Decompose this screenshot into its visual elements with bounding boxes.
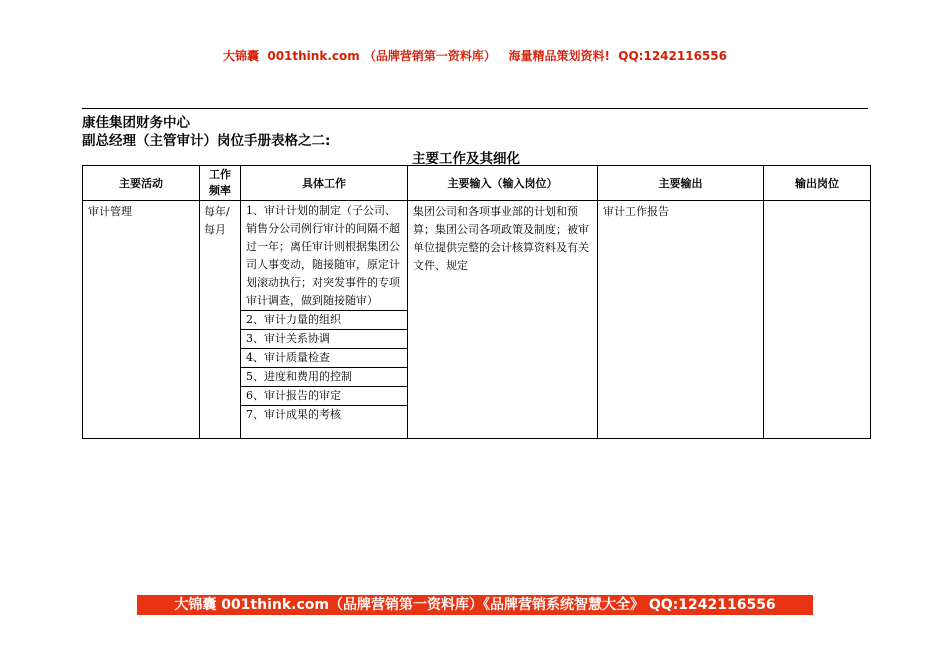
table-header-row: [83, 166, 871, 201]
activity-text: 审计管理: [88, 205, 132, 218]
output-post-text: [764, 201, 870, 205]
header-tasks: 具体工作: [241, 166, 408, 201]
task-list: [241, 201, 407, 438]
task-item: 3、审计关系协调: [241, 330, 407, 349]
footer-banner: 大锦囊 001think.com（品牌营销第一资料库）《品牌营销系统智慧大全》 QQ:1242116556: [137, 595, 813, 615]
task-item: 4、审计质量检查: [241, 349, 407, 368]
table-row: [83, 201, 871, 439]
frequency-cell: [200, 201, 241, 439]
frequency-text: 每年/每月: [204, 205, 230, 236]
task-item: 5、进度和费用的控制: [241, 368, 407, 387]
task-item: 1、审计计划的制定（子公司、销售分公司例行审计的间隔不超过一年；离任审计则根据集团公司人事变动，随接随审，原定计划滚动执行；对突发事件的专项审计调查，做到随接随审）: [241, 201, 407, 311]
activity-cell: [83, 201, 200, 439]
header-activity: 主要活动: [83, 166, 200, 201]
duty-table: [82, 165, 871, 439]
header-inputs: 主要输入（输入岗位）: [408, 166, 598, 201]
section-title: 主要工作及其细化: [412, 151, 520, 167]
outputs-text: 审计工作报告: [603, 205, 669, 218]
task-item: 7、审计成果的考核: [246, 408, 341, 421]
top-banner: 大锦囊 001think.com （品牌营销第一资料库） 海量精品策划资料! QQ:1242116556: [223, 49, 727, 63]
task-item: 6、审计报告的审定: [241, 387, 407, 406]
company-name: 康佳集团财务中心: [82, 115, 190, 131]
header-frequency: 工作频率: [200, 166, 241, 201]
document-title: 副总经理（主管审计）岗位手册表格之二:: [82, 133, 331, 149]
inputs-cell: [408, 201, 598, 439]
header-outputs: 主要输出: [598, 166, 764, 201]
tasks-cell: [241, 201, 408, 439]
output-post-cell: [764, 201, 871, 439]
outputs-cell: [598, 201, 764, 439]
inputs-text: 集团公司和各项事业部的计划和预算；集团公司各项政策及制度；被审单位提供完整的会计核算资料及有关文件、规定: [413, 205, 589, 272]
header-output-post: 输出岗位: [764, 166, 871, 201]
header-rule: [82, 108, 868, 109]
task-item: 2、审计力量的组织: [241, 311, 407, 330]
